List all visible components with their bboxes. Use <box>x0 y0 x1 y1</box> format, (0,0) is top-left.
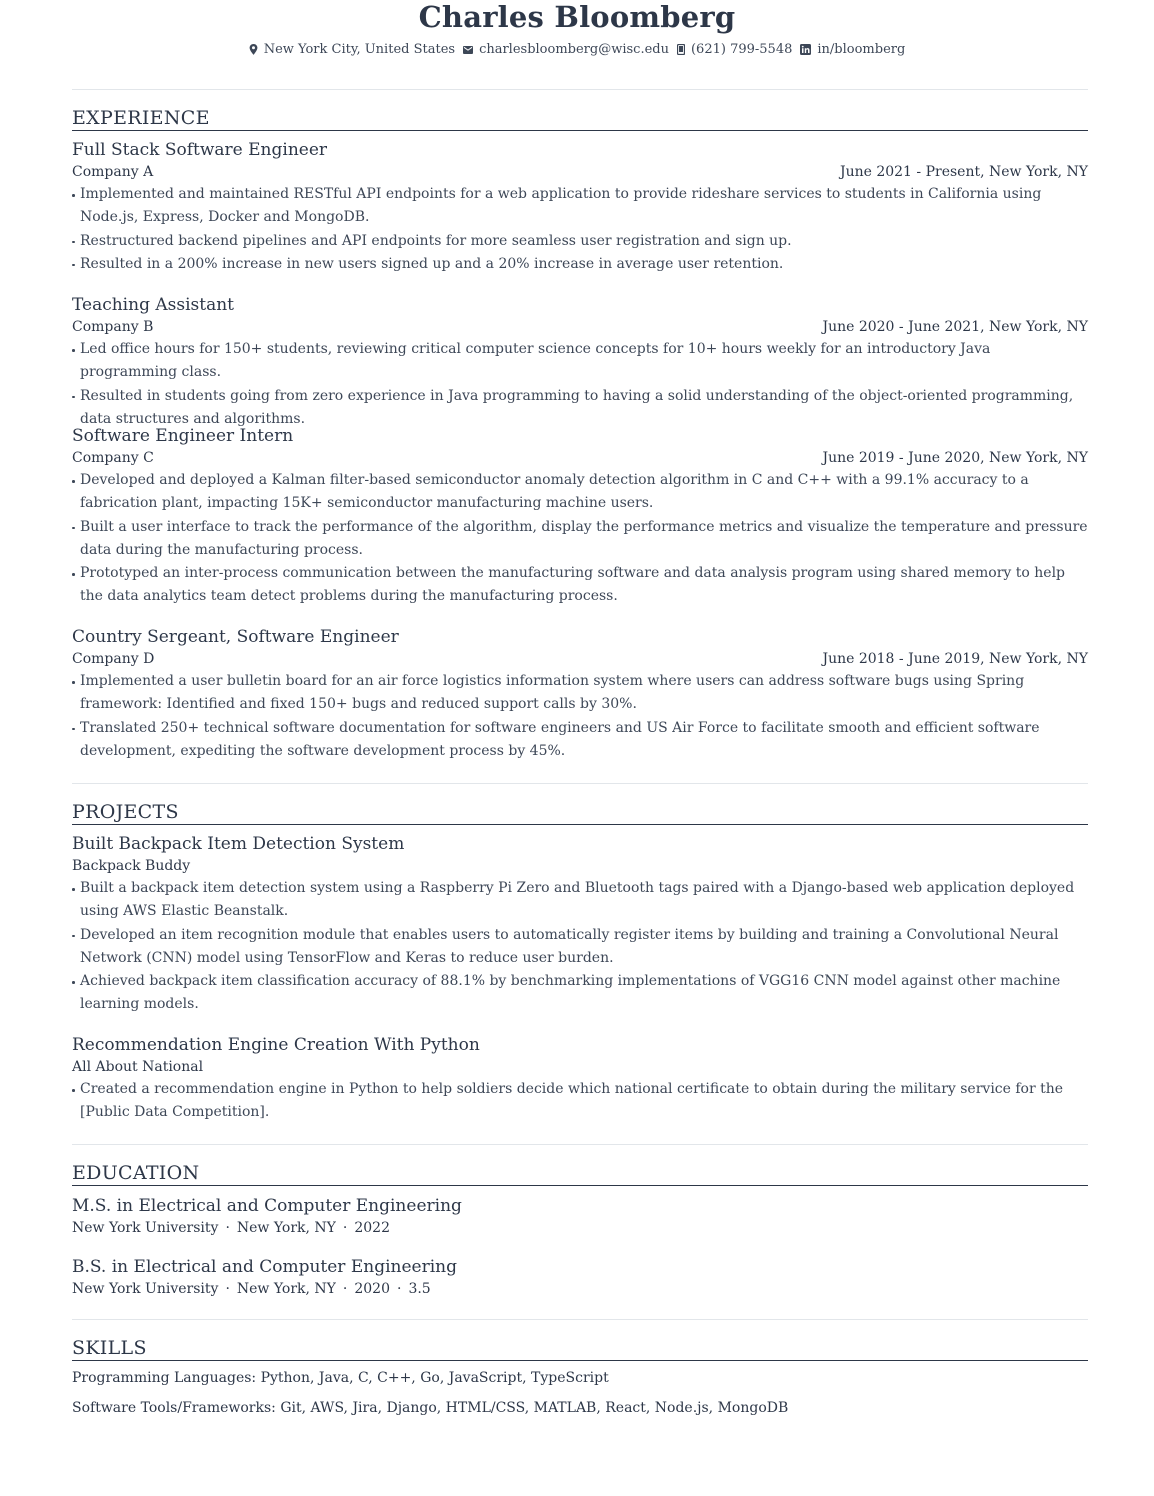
company-name: Company D <box>72 651 155 667</box>
bullet-item: Led office hours for 150+ students, reviewing critical computer science concepts for 10+ hours weekly for an introductory Java programming class. <box>72 338 1088 385</box>
job-meta <box>72 316 1088 338</box>
experience-item <box>72 294 1088 431</box>
education-item <box>72 1195 1088 1239</box>
job-title: Teaching Assistant <box>72 295 234 315</box>
experience-item <box>72 626 1088 763</box>
job-title: Full Stack Software Engineer <box>72 140 328 160</box>
location-text: New York City, United States <box>263 42 456 57</box>
divider <box>72 783 1088 784</box>
linkedin-text[interactable]: in/bloomberg <box>817 42 906 57</box>
section-heading-experience: EXPERIENCE <box>72 107 1088 131</box>
bullet-item: Developed an item recognition module that enables users to automatically register items by building and training a Convolutional Neural Network (CNN) model using TensorFlow and Keras to reduce user burden. <box>72 924 1088 971</box>
candidate-name: Charles Bloomberg <box>418 0 736 34</box>
divider <box>72 1319 1088 1320</box>
location-pin-icon <box>249 44 258 55</box>
project-bullets <box>72 877 1088 1017</box>
bullet-item: Restructured backend pipelines and API endpoints for more seamless user registration and sign up. <box>72 230 1088 253</box>
project-item <box>72 833 1088 1017</box>
company-name: Company B <box>72 319 154 335</box>
skill-line: Software Tools/Frameworks: Git, AWS, Jira, Django, HTML/CSS, MATLAB, React, Node.js, MongoDB <box>72 1400 789 1416</box>
company-name: Company A <box>72 164 154 180</box>
separator-dot: · <box>396 1281 402 1297</box>
contact-location <box>249 42 455 57</box>
job-meta <box>72 447 1088 469</box>
project-bullets <box>72 1078 1088 1125</box>
separator-dot: · <box>342 1281 348 1297</box>
degree-title: M.S. in Electrical and Computer Engineering <box>72 1196 462 1216</box>
bullet-item: Implemented and maintained RESTful API endpoints for a web application to provide rideshare services to students in California using Node.js, Express, Docker and MongoDB. <box>72 183 1088 230</box>
contact-bar <box>0 42 1154 57</box>
job-bullets <box>72 670 1088 763</box>
experience-item <box>72 425 1088 609</box>
bullet-item: Translated 250+ technical software documentation for software engineers and US Air Force to facilitate smooth and efficient software development, expediting the software development process by 45%. <box>72 717 1088 764</box>
bullet-item: Developed and deployed a Kalman filter-based semiconductor anomaly detection algorithm in C and C++ with a 99.1% accuracy to a fabrication plant, impacting 15K+ semiconductor manufacturing machine users. <box>72 469 1088 516</box>
job-meta <box>72 648 1088 670</box>
project-meta <box>72 855 1088 877</box>
school-name: New York University <box>72 1281 219 1297</box>
job-bullets <box>72 338 1088 431</box>
job-bullets <box>72 469 1088 609</box>
contact-phone[interactable] <box>677 42 792 57</box>
project-title: Recommendation Engine Creation With Python <box>72 1035 480 1055</box>
project-item <box>72 1034 1088 1125</box>
job-date-location: June 2020 - June 2021, New York, NY <box>822 319 1088 335</box>
bullet-item: Resulted in a 200% increase in new users signed up and a 20% increase in average user retention. <box>72 253 1088 276</box>
separator-dot: · <box>342 1220 348 1236</box>
school-location: New York, NY <box>236 1220 336 1236</box>
degree-title: B.S. in Electrical and Computer Engineering <box>72 1257 457 1277</box>
project-title: Built Backpack Item Detection System <box>72 834 405 854</box>
section-heading-skills: SKILLS <box>72 1337 1088 1361</box>
linkedin-icon <box>800 44 811 55</box>
job-meta <box>72 161 1088 183</box>
phone-text[interactable]: (621) 799-5548 <box>690 42 793 57</box>
education-meta <box>72 1217 1088 1239</box>
job-title: Software Engineer Intern <box>72 426 294 446</box>
experience-item <box>72 139 1088 276</box>
graduation-year: 2022 <box>354 1220 390 1236</box>
bullet-item: Created a recommendation engine in Python to help soldiers decide which national certificate to obtain during the military service for the [Public Data Competition]. <box>72 1078 1088 1125</box>
company-name: Company C <box>72 450 154 466</box>
divider <box>72 1144 1088 1145</box>
education-item <box>72 1256 1088 1300</box>
divider <box>72 89 1088 90</box>
job-date-location: June 2021 - Present, New York, NY <box>839 164 1088 180</box>
project-meta <box>72 1056 1088 1078</box>
job-date-location: June 2018 - June 2019, New York, NY <box>822 651 1088 667</box>
section-heading-education: EDUCATION <box>72 1162 1088 1186</box>
bullet-item: Implemented a user bulletin board for an air force logistics information system where users can address software bugs using Spring framework: Identified and fixed 150+ bugs and reduced support calls by 30%. <box>72 670 1088 717</box>
section-heading-projects: PROJECTS <box>72 801 1088 825</box>
separator-dot: · <box>225 1281 230 1297</box>
school-name: New York University <box>72 1220 219 1236</box>
project-subtitle: Backpack Buddy <box>72 858 191 874</box>
project-subtitle: All About National <box>72 1059 204 1075</box>
bullet-item: Achieved backpack item classification accuracy of 88.1% by benchmarking implementations of VGG16 CNN model against other machine learning models. <box>72 970 1088 1017</box>
skill-line: Programming Languages: Python, Java, C, C++, Go, JavaScript, TypeScript <box>72 1370 609 1386</box>
job-date-location: June 2019 - June 2020, New York, NY <box>822 450 1088 466</box>
mail-icon <box>463 46 473 54</box>
phone-icon <box>677 44 685 55</box>
bullet-item: Resulted in students going from zero experience in Java programming to having a solid understanding of the object-oriented programming, data structures and algorithms. <box>72 385 1088 432</box>
job-bullets <box>72 183 1088 276</box>
bullet-item: Prototyped an inter-process communication between the manufacturing software and data analysis program using shared memory to help the data analytics team detect problems during the manufacturing process. <box>72 562 1088 609</box>
bullet-item: Built a user interface to track the performance of the algorithm, display the performance metrics and visualize the temperature and pressure data during the manufacturing process. <box>72 516 1088 563</box>
email-text[interactable]: charlesbloomberg@wisc.edu <box>479 42 669 57</box>
job-title: Country Sergeant, Software Engineer <box>72 627 399 647</box>
bullet-item: Built a backpack item detection system using a Raspberry Pi Zero and Bluetooth tags paired with a Django-based web application deployed using AWS Elastic Beanstalk. <box>72 877 1088 924</box>
gpa: 3.5 <box>408 1281 431 1297</box>
contact-email[interactable] <box>463 42 669 57</box>
education-meta <box>72 1278 1088 1300</box>
school-location: New York, NY <box>236 1281 336 1297</box>
contact-linkedin[interactable] <box>800 42 905 57</box>
separator-dot: · <box>225 1220 230 1236</box>
graduation-year: 2020 <box>354 1281 390 1297</box>
